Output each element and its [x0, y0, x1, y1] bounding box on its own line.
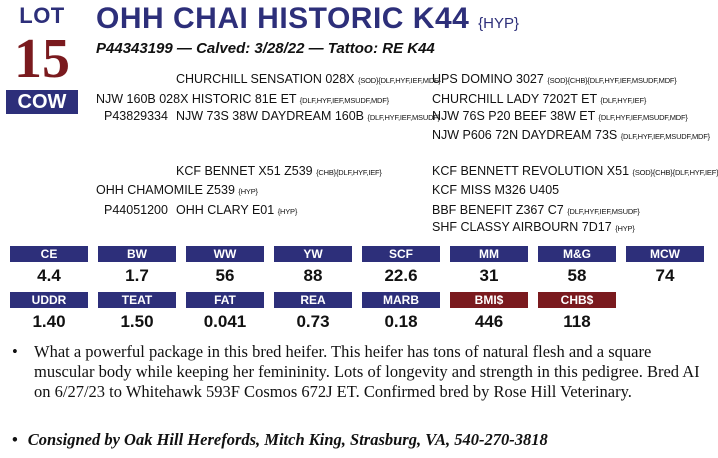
pedigree-right-4 — [432, 128, 710, 142]
pedigree-tag: {HYP} — [615, 224, 635, 233]
epd-value-mg: 58 — [567, 266, 587, 285]
pedigree-name: CHURCHILL LADY 7202T ET — [432, 92, 597, 106]
pedigree-right-1 — [432, 72, 677, 86]
epd-value-ce: 4.4 — [37, 266, 61, 285]
pedigree-tag: {DLF,HYF,IEF,MSUDF,MDF} — [598, 113, 688, 122]
pedigree-tag: {HYP} — [277, 207, 298, 216]
pedigree-tag: {DLF,HYF,IEF,MSUDF,MDF} — [299, 96, 389, 105]
pedigree-name: KCF BENNET X51 Z539 — [176, 164, 313, 178]
epd-label-bmi: BMI$ — [450, 292, 528, 308]
pedigree-right-2 — [432, 92, 646, 106]
pedigree-tag: {SOD}{CHB}{DLF,HYF,IEF} — [632, 168, 718, 177]
epd-value-ww: 56 — [215, 266, 235, 285]
epd-label-fat: FAT — [186, 292, 264, 308]
pedigree-name: NJW 73S 38W DAYDREAM 160B — [176, 109, 365, 123]
epd-value-uddr: 1.40 — [32, 312, 66, 331]
epd-value-bw: 1.7 — [125, 266, 149, 285]
pedigree-dam-right-1 — [432, 164, 718, 178]
epd-value-marb: 0.18 — [384, 312, 418, 331]
epd-value-scf: 22.6 — [384, 266, 418, 285]
pedigree-tag: {DLF,HYF,IEF} — [600, 96, 647, 105]
pedigree-dam-right-2 — [432, 183, 559, 197]
lot-number: 15 — [14, 28, 70, 90]
epd-value-mcw: 74 — [655, 266, 675, 285]
pedigree-dam — [96, 183, 258, 197]
pedigree-tag: {HYP} — [238, 187, 258, 196]
description-text: What a powerful package in this bred heifer. This heifer has tons of natural flesh and a square muscular body while keeping her femininity. Lots of longevity and strength in this pedigree. Bred AI on 6/27/23 to Whitehawk 593F Cosmos 672J ET. Confirmed bred by Rose Hill Veterinary. — [34, 342, 700, 401]
pedigree-tag: {SOD}{CHB}{DLF,HYF,IEF,MSUDF,MDF} — [547, 76, 677, 85]
epd-label-bw: BW — [98, 246, 176, 262]
epd-label-yw: YW — [274, 246, 352, 262]
epd-label-uddr: UDDR — [10, 292, 88, 308]
epd-label-teat: TEAT — [98, 292, 176, 308]
pedigree-sire-sire-sire — [176, 72, 441, 86]
animal-title — [96, 2, 519, 36]
pedigree-tag: {DLF,HYF,IEF,MSUDF,MDF} — [620, 132, 710, 141]
registration-line: P44343199 — Calved: 3/28/22 — Tattoo: RE K44 — [96, 40, 435, 57]
epd-label-mm: MM — [450, 246, 528, 262]
epd-value-teat: 1.50 — [120, 312, 154, 331]
pedigree-name: NJW P606 72N DAYDREAM 73S — [432, 128, 618, 142]
pedigree-name: CHURCHILL SENSATION 028X — [176, 72, 355, 86]
epd-value-bmi: 446 — [474, 312, 504, 331]
pedigree-name: OHH CLARY E01 — [176, 203, 275, 217]
epd-label-scf: SCF — [362, 246, 440, 262]
pedigree-name: SHF CLASSY AIRBOURN 7D17 — [432, 220, 612, 234]
pedigree-sire-dam — [176, 109, 440, 123]
epd-value-fat: 0.041 — [203, 312, 247, 331]
lot-type: COW — [6, 90, 78, 114]
pedigree-dam-dam — [176, 203, 297, 217]
pedigree-name: KCF MISS M326 U405 — [432, 183, 560, 197]
pedigree-tag: {DLF,HYF,IEF,MSUDF} — [367, 113, 440, 122]
bullet-icon: • — [12, 342, 18, 361]
animal-name: OHH CHAI HISTORIC K44 — [96, 2, 470, 35]
epd-label-rea: REA — [274, 292, 352, 308]
epd-value-yw: 88 — [303, 266, 323, 285]
epd-value-chb: 118 — [563, 312, 591, 331]
epd-header-row-1 — [8, 246, 708, 262]
bullet-icon: • — [12, 430, 18, 449]
epd-label-mcw: MCW — [626, 246, 704, 262]
description — [12, 342, 712, 402]
pedigree-name: UPS DOMINO 3027 — [432, 72, 544, 86]
pedigree-name: KCF BENNETT REVOLUTION X51 — [432, 164, 630, 178]
epd-header-row-2 — [8, 292, 708, 308]
lot-badge — [6, 4, 78, 112]
epd-label-marb: MARB — [362, 292, 440, 308]
pedigree-right-3 — [432, 109, 688, 123]
consignor-text: Consigned by Oak Hill Herefords, Mitch King, Strasburg, VA, 540-270-3818 — [27, 430, 548, 449]
epd-value-mm: 31 — [479, 266, 499, 285]
animal-tag: {HYP} — [478, 15, 520, 32]
pedigree-tag: {DLF,HYF,IEF,MSUDF} — [567, 207, 640, 216]
pedigree-dam-right-4 — [432, 220, 635, 234]
epd-label-chb: CHB$ — [538, 292, 616, 308]
pedigree-name: BBF BENEFIT Z367 C7 — [432, 203, 564, 217]
epd-value-row-2 — [8, 312, 708, 331]
lot-label: LOT — [19, 3, 65, 28]
epd-value-row-1 — [8, 266, 708, 285]
pedigree-name: OHH CHAMOMILE Z539 — [96, 183, 235, 197]
pedigree-tag: {SOD}{DLF,HYF,IEF,MDF} — [358, 76, 441, 85]
pedigree-tag: {CHB}{DLF,HYF,IEF} — [316, 168, 382, 177]
epd-label-ce: CE — [10, 246, 88, 262]
pedigree-dam-reg: P44051200 — [104, 203, 168, 217]
pedigree-sire-reg: P43829334 — [104, 109, 168, 123]
consignor-line — [12, 430, 548, 450]
pedigree-dam-sire — [176, 164, 382, 178]
pedigree-sire — [96, 92, 389, 106]
pedigree-name: NJW 160B 028X HISTORIC 81E ET — [96, 92, 297, 106]
pedigree-dam-right-3 — [432, 203, 640, 217]
epd-label-mg: M&G — [538, 246, 616, 262]
epd-label-ww: WW — [186, 246, 264, 262]
epd-value-rea: 0.73 — [296, 312, 330, 331]
pedigree-name: NJW 76S P20 BEEF 38W ET — [432, 109, 596, 123]
